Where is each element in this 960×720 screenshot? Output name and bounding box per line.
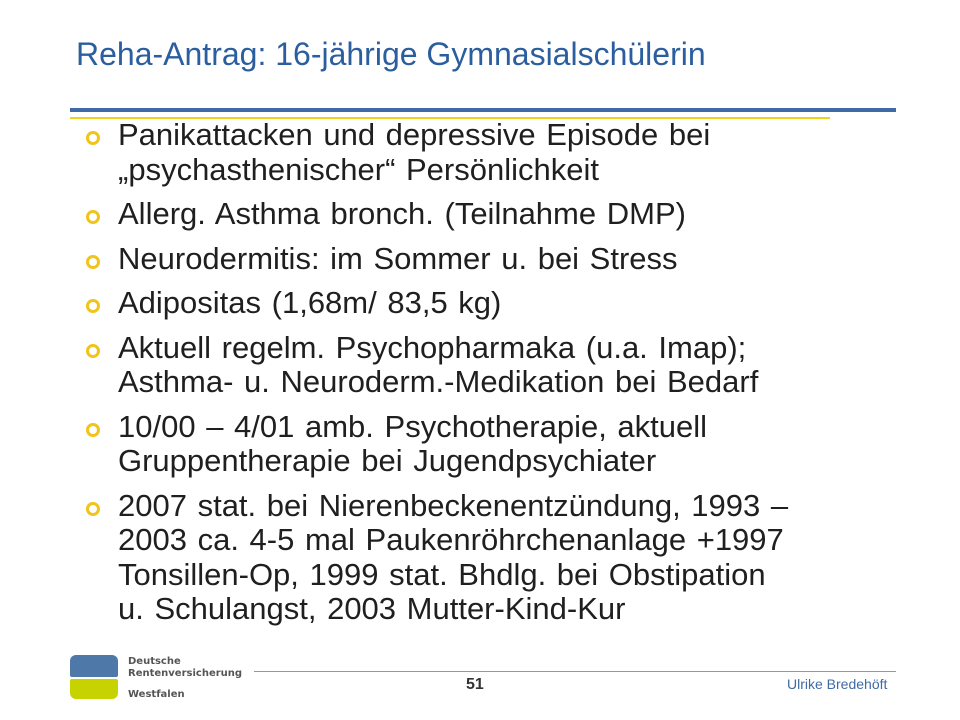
bullet-text-line: Neurodermitis: im Sommer u. bei Stress [118, 240, 678, 276]
bullet-item [86, 410, 936, 479]
footer-divider [254, 671, 896, 672]
bullet-text-line: Adipositas (1,68m/ 83,5 kg) [118, 285, 502, 320]
ring-bullet-icon [86, 423, 100, 437]
bullet-item [86, 118, 936, 187]
slide-title: Reha-Antrag: 16-jährige Gymnasialschülerin [76, 36, 706, 72]
bullet-list [86, 118, 936, 637]
bullet-text-line: „psychasthenischer“ Persönlichkeit [118, 151, 599, 187]
bullet-text-line: Gruppentherapie bei Jugendpsychiater [118, 443, 657, 478]
ring-bullet-icon [86, 344, 100, 358]
author-name: Ulrike Bredehöft [787, 676, 888, 692]
bullet-text-line: Tonsillen-Op, 1999 stat. Bhdlg. bei Obstipation [118, 556, 766, 592]
bullet-item [86, 197, 936, 232]
logo-line-1: Deutsche [128, 656, 181, 667]
ring-bullet-icon [86, 255, 100, 269]
bullet-item [86, 286, 936, 321]
logo-region: Westfalen [128, 689, 185, 700]
page-number: 51 [466, 676, 484, 693]
ring-bullet-icon [86, 131, 100, 145]
bullet-text-line: 2003 ca. 4-5 mal Paukenröhrchenanlage +1997 [118, 522, 784, 557]
bullet-text-line: Aktuell regelm. Psychopharmaka (u.a. Imap); [118, 329, 747, 365]
bullet-text-line: Allerg. Asthma bronch. (Teilnahme DMP) [118, 196, 686, 231]
ring-bullet-icon [86, 502, 100, 516]
bullet-item [86, 331, 936, 400]
logo-mark-green-icon [70, 679, 118, 699]
ring-bullet-icon [86, 210, 100, 224]
bullet-item [86, 242, 936, 277]
logo-wordmark [128, 656, 242, 680]
logo-line-2: Rentenversicherung [128, 668, 243, 679]
logo-mark-blue-icon [70, 655, 118, 677]
ring-bullet-icon [86, 299, 100, 313]
bullet-text-line: Asthma- u. Neuroderm.-Medikation bei Bedarf [118, 364, 759, 399]
title-divider-blue [70, 108, 896, 112]
bullet-text-line: 2007 stat. bei Nierenbeckenentzündung, 1993 – [118, 487, 789, 523]
bullet-text-line: u. Schulangst, 2003 Mutter-Kind-Kur [118, 591, 626, 626]
bullet-text-line: 10/00 – 4/01 amb. Psychotherapie, aktuell [118, 408, 708, 444]
bullet-item [86, 489, 936, 627]
bullet-text-line: Panikattacken und depressive Episode bei [118, 117, 711, 152]
